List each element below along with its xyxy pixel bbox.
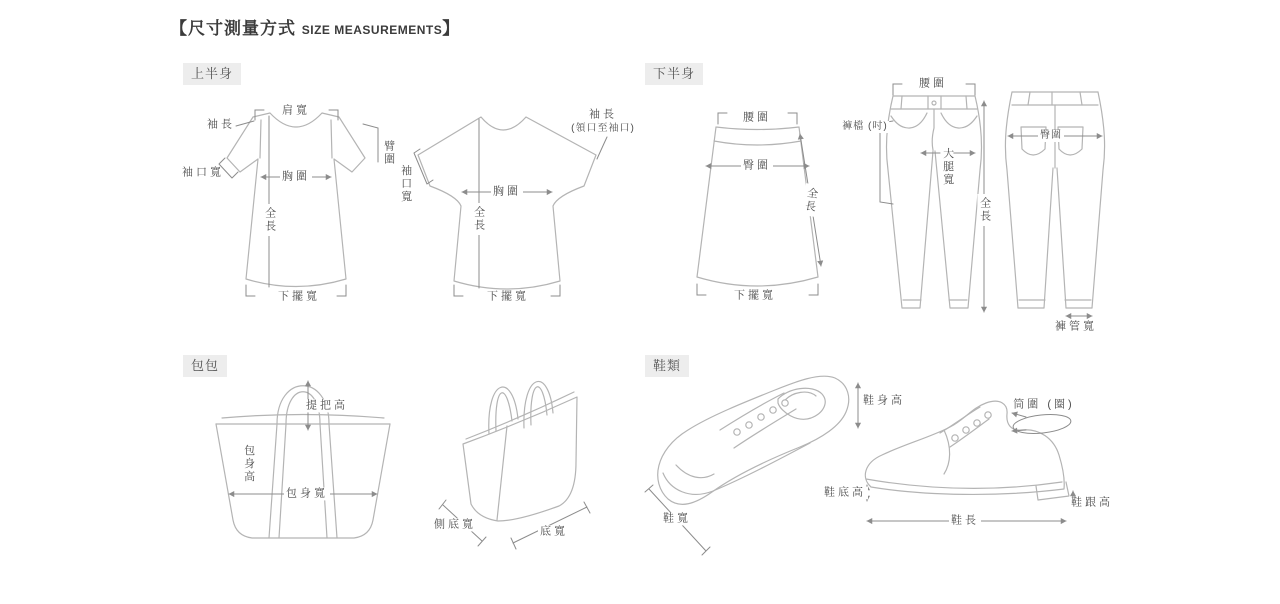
label-shoe-heel-height: 鞋跟高 [1071,496,1113,509]
label-pants-crotch: 褲檔 (吋) [842,121,888,132]
tote-side-outline [463,381,577,521]
label-shirt1-chest: 胸圍 [282,170,310,183]
measurement-marks [219,84,1102,555]
label-skirt-full-length: 全長 [801,183,819,217]
label-shirt2-sleeve-length: 袖長 [589,108,617,121]
label-shoe-sole-height: 鞋底高 [824,486,866,499]
section-header-lower-body: 下半身 [645,63,703,85]
label-shirt2-sleeve-length-note: (領口至袖口) [571,123,635,134]
label-skirt-waist: 腰圍 [743,111,771,124]
title-close: 】 [442,19,461,38]
label-shirt1-full-length: 全長 [262,204,275,236]
title-en: SIZE MEASUREMENTS [301,23,443,37]
label-shirt2-cuff-width: 袖口寬 [399,164,412,204]
label-shoe-width: 鞋寬 [663,512,691,525]
sneaker-side-outline [865,401,1069,500]
label-shirt1-shoulder-width: 肩寬 [282,104,310,117]
pants-front-outline [886,96,981,308]
label-shirt2-chest: 胸圍 [493,185,521,198]
label-pants-thigh-width: 大腿寬 [940,145,953,190]
label-skirt-hem-width: 下擺寬 [734,289,776,302]
label-shirt2-full-length: 全長 [471,203,484,235]
label-shirt2-hem-width: 下擺寬 [487,290,529,303]
label-skirt-hip: 臀圍 [743,159,771,172]
label-bag-body-height: 包身高 [242,444,255,484]
label-bag-handle-height: 提把高 [306,399,348,412]
label-shirt1-arm-circumference: 臂圍 [382,140,395,166]
label-pants-full-length: 全長 [977,194,990,226]
label-shirt1-cuff-width: 袖口寬 [182,166,224,179]
section-header-upper-body: 上半身 [183,63,241,85]
section-header-shoes: 鞋類 [645,355,689,377]
skirt-outline [697,127,818,286]
dolman-shirt-outline [418,117,596,289]
label-pants-waist: 腰圍 [919,77,947,90]
tshirt-outline [227,113,365,287]
label-bag-bottom-width: 底寬 [540,525,568,538]
label-shoe-length: 鞋長 [951,514,979,527]
title-zh: 【尺寸測量方式 [170,19,296,38]
label-pants-leg-opening-width: 褲管寬 [1055,320,1097,333]
sneaker-three-quarter-outline [658,376,849,504]
label-shoe-cuff-circumference: 筒圍 (圈) [1013,398,1075,411]
label-bag-side-bottom-width: 側底寬 [434,518,476,531]
label-bag-body-width: 包身寬 [286,487,328,500]
label-shirt1-hem-width: 下擺寬 [278,290,320,303]
label-pants-hip: 臀圍 [1040,130,1062,141]
section-header-bags: 包包 [183,355,227,377]
label-shoe-shaft-height: 鞋身高 [863,394,905,407]
pants-back-outline [1005,92,1104,308]
page-title [170,14,460,39]
label-shirt1-sleeve-length: 袖長 [207,118,235,131]
